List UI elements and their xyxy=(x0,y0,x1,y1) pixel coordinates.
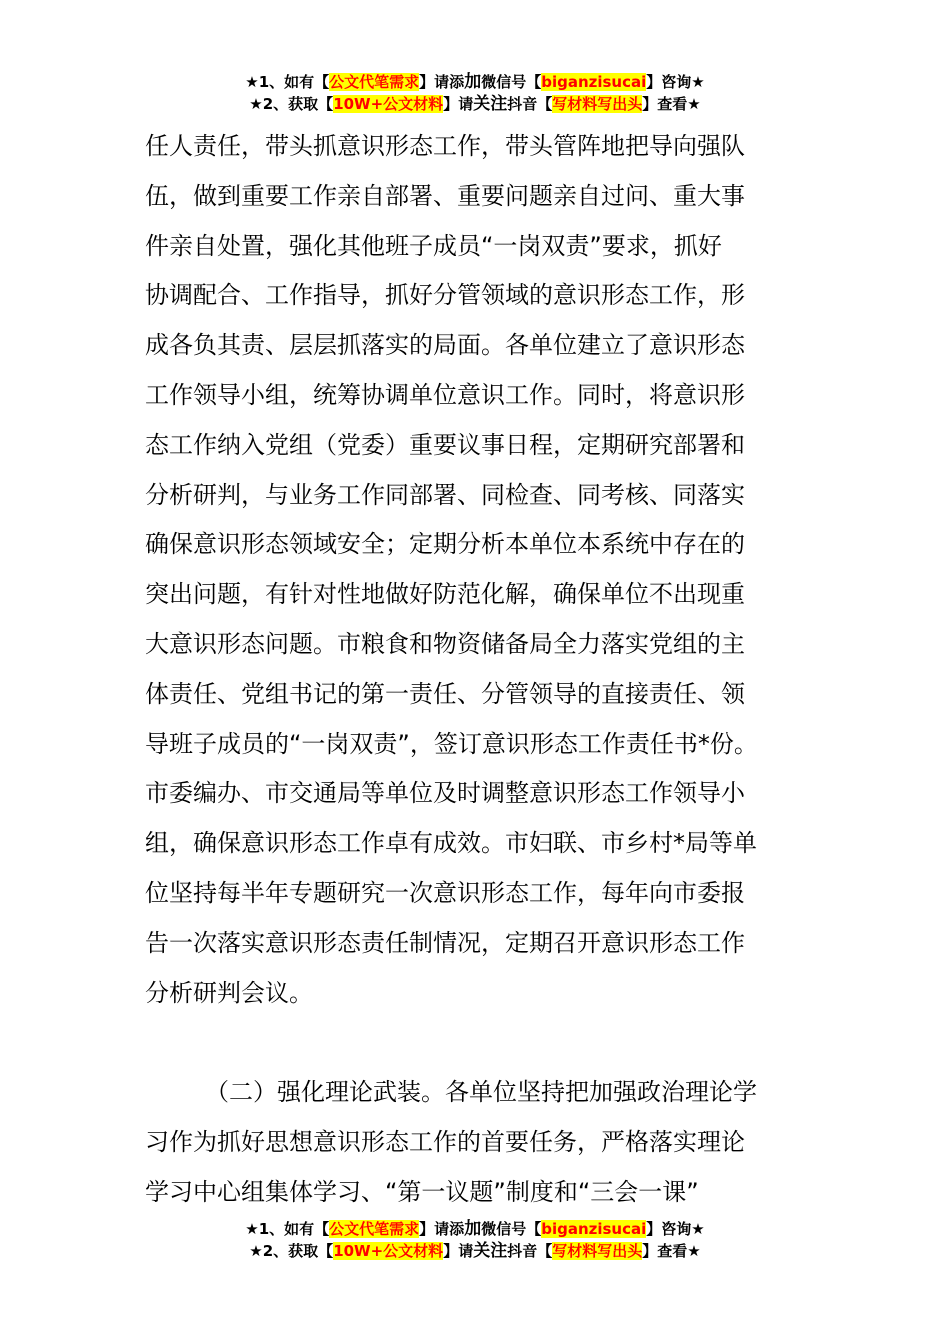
header-line-1-suffix: 】咨询★ xyxy=(646,73,705,91)
footer-line-2-mid: 】请 xyxy=(443,1242,474,1260)
highlight-wechat-id: biganzisucai xyxy=(541,1220,647,1238)
body-line: 学习中心组集体学习、“第一议题”制度和“三会一课” xyxy=(145,1177,699,1206)
header-line-2-suffix: 】查看★ xyxy=(642,95,701,113)
section-2-heading-line: （二）强化理论武装。各单位坚持把加强政治理论学 xyxy=(205,1078,757,1107)
header-line-2-emphasis: 关注 xyxy=(473,94,508,114)
header-line-2-prefix: ★2、获取【 xyxy=(249,95,334,113)
header-banner xyxy=(0,71,950,115)
body-line: 市委编办、市交通局等单位及时调整意识形态工作领导小 xyxy=(145,779,745,808)
footer-line-2 xyxy=(0,1240,950,1262)
body-line: 体责任、党组书记的第一责任、分管领导的直接责任、领 xyxy=(145,679,745,708)
body-line: 告一次落实意识形态责任制情况，定期召开意识形态工作 xyxy=(145,928,745,957)
header-line-1-prefix: ★1、如有【 xyxy=(245,73,330,91)
header-line-2-mid2: 抖音【 xyxy=(507,95,553,113)
body-line: 分析研判，与业务工作同部署、同检查、同考核、同落实 xyxy=(145,480,745,509)
highlight-materials: 10W+公文材料 xyxy=(333,95,444,113)
body-line: 协调配合、工作指导，抓好分管领域的意识形态工作，形 xyxy=(145,281,745,310)
body-line: 习作为抓好思想意识形态工作的首要任务，严格落实理论 xyxy=(145,1128,745,1157)
body-line: 态工作纳入党组（党委）重要议事日程，定期研究部署和 xyxy=(145,430,745,459)
footer-line-1-mid2: 微信号【 xyxy=(481,1220,542,1238)
footer-line-2-mid2: 抖音【 xyxy=(507,1242,553,1260)
body-line: 大意识形态问题。市粮食和物资储备局全力落实党组的主 xyxy=(145,629,745,658)
body-line: 确保意识形态领域安全；定期分析本单位本系统中存在的 xyxy=(145,530,745,559)
footer-line-2-prefix: ★2、获取【 xyxy=(249,1242,334,1260)
header-line-1 xyxy=(0,71,950,93)
document-body xyxy=(145,122,825,1218)
header-line-2-mid: 】请 xyxy=(443,95,474,113)
highlight-writing-service: 公文代笔需求 xyxy=(329,1220,420,1238)
header-line-1-mid: 】请添 xyxy=(419,73,465,91)
highlight-douyin-account: 写材料写出头 xyxy=(552,1242,643,1260)
footer-line-1 xyxy=(0,1218,950,1240)
highlight-douyin-account: 写材料写出头 xyxy=(552,95,643,113)
highlight-writing-service: 公文代笔需求 xyxy=(329,73,420,91)
footer-line-1-mid: 】请添 xyxy=(419,1220,465,1238)
body-line: 位坚持每半年专题研究一次意识形态工作，每年向市委报 xyxy=(145,878,745,907)
header-line-1-mid2: 微信号【 xyxy=(481,73,542,91)
paragraph-gap xyxy=(145,1018,825,1068)
body-line: 件亲自处置，强化其他班子成员“一岗双责”要求，抓好 xyxy=(145,231,722,260)
header-line-1-emphasis: 加 xyxy=(464,72,482,92)
footer-line-1-emphasis: 加 xyxy=(464,1219,482,1239)
footer-line-1-prefix: ★1、如有【 xyxy=(245,1220,330,1238)
footer-banner xyxy=(0,1218,950,1262)
footer-line-1-suffix: 】咨询★ xyxy=(646,1220,705,1238)
footer-line-2-suffix: 】查看★ xyxy=(642,1242,701,1260)
body-line: 导班子成员的“一岗双责”，签订意识形态工作责任书*份。 xyxy=(145,729,758,758)
highlight-materials: 10W+公文材料 xyxy=(333,1242,444,1260)
footer-line-2-emphasis: 关注 xyxy=(473,1241,508,1261)
highlight-wechat-id: biganzisucai xyxy=(541,73,647,91)
body-line: 任人责任，带头抓意识形态工作，带头管阵地把导向强队 xyxy=(145,132,745,160)
body-line: 伍，做到重要工作亲自部署、重要问题亲自过问、重大事 xyxy=(145,181,745,210)
header-line-2 xyxy=(0,93,950,115)
body-line: 组，确保意识形态工作卓有成效。市妇联、市乡村*局等单 xyxy=(145,829,757,858)
body-line: 突出问题，有针对性地做好防范化解，确保单位不出现重 xyxy=(145,580,745,609)
body-line: 分析研判会议。 xyxy=(145,978,313,1007)
body-line: 工作领导小组，统筹协调单位意识工作。同时，将意识形 xyxy=(145,380,745,409)
body-line: 成各负其责、层层抓落实的局面。各单位建立了意识形态 xyxy=(145,331,745,360)
